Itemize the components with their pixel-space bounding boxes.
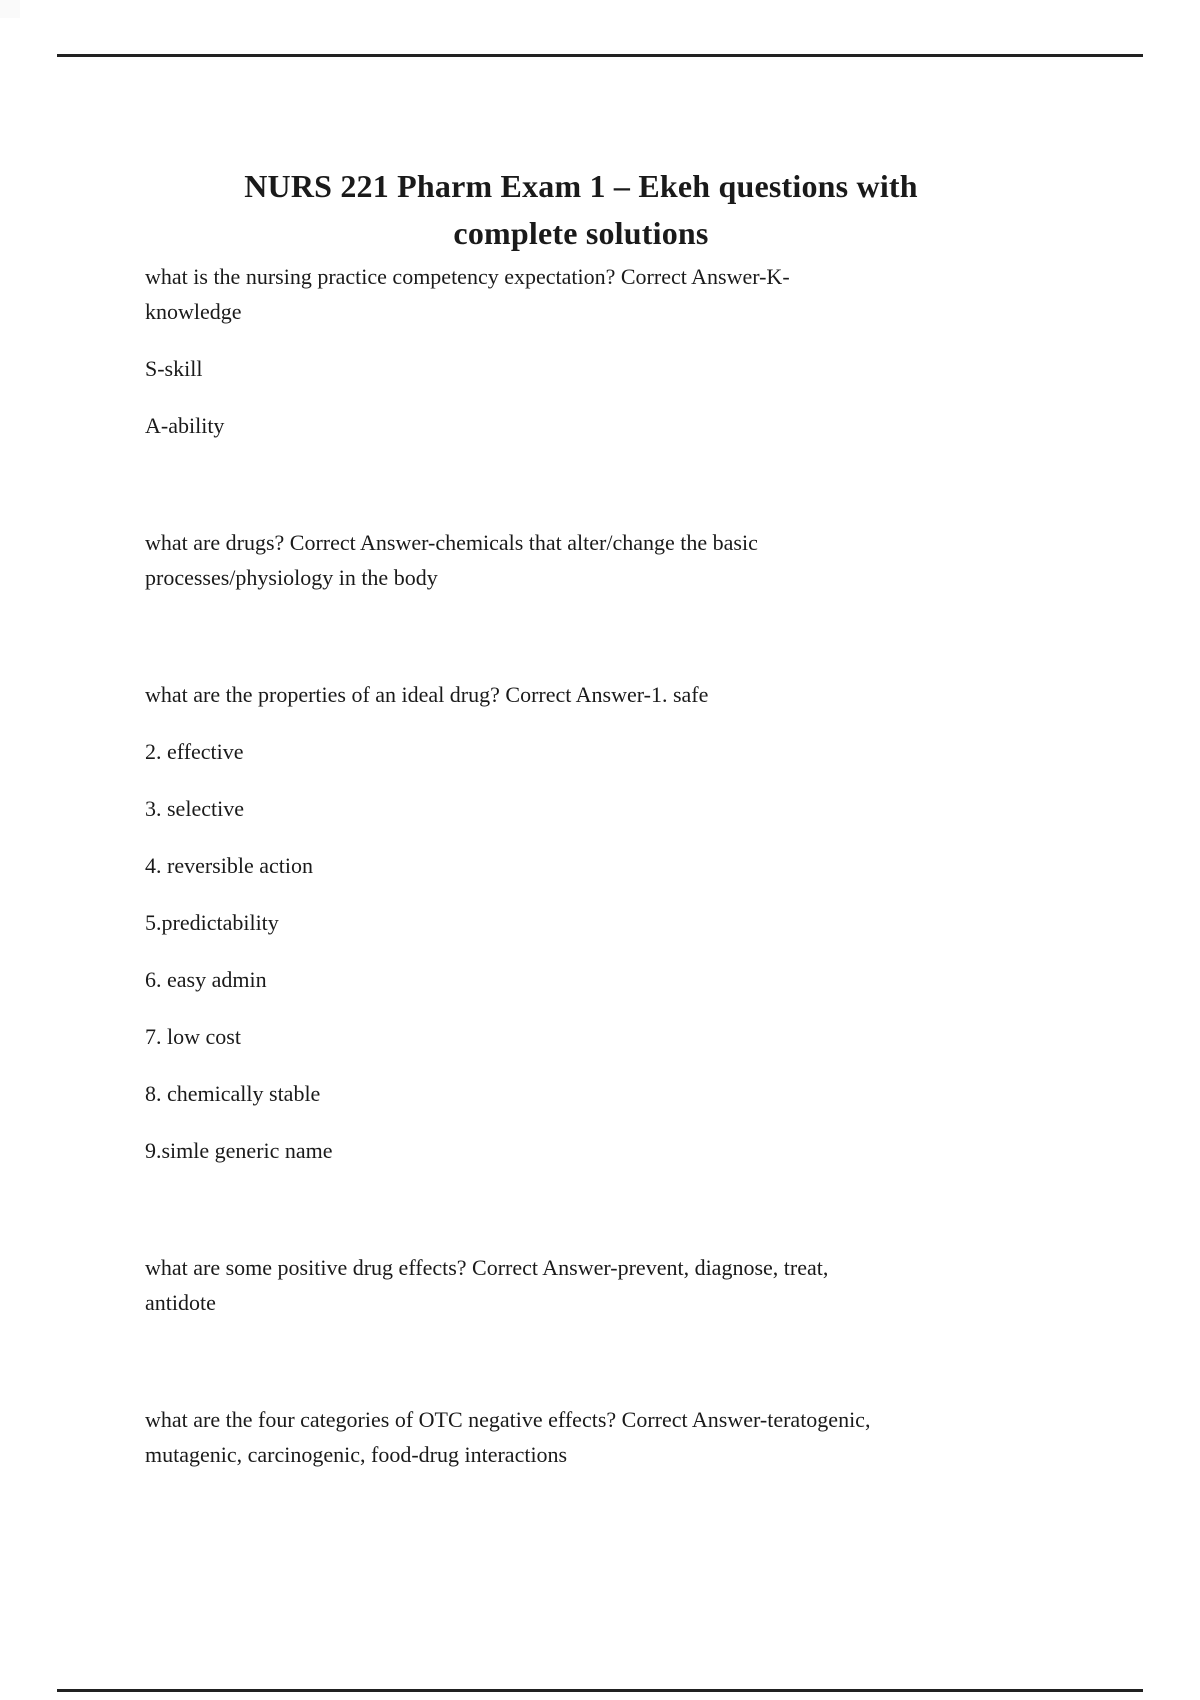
corner-artifact: [0, 0, 20, 18]
bottom-horizontal-rule: [57, 1689, 1143, 1692]
text-line: 6. easy admin: [145, 967, 267, 992]
paragraph-spacer: [145, 465, 1035, 513]
text-line: mutagenic, carcinogenic, food-drug interactions: [145, 1442, 568, 1467]
paragraph-spacer: [145, 1342, 1035, 1390]
text-line: 2. effective: [145, 739, 244, 764]
text-line: what are some positive drug effects? Correct Answer-prevent, diagnose, treat,: [145, 1255, 829, 1280]
text-line: what are the properties of an ideal drug? Correct Answer-1. safe: [145, 682, 709, 707]
top-horizontal-rule: [57, 54, 1143, 57]
text-line: S-skill: [145, 356, 203, 381]
text-line: A-ability: [145, 413, 225, 438]
title-line-1: NURS 221 Pharm Exam 1 – Ekeh questions with: [244, 168, 918, 205]
paragraph-spacer: [145, 1190, 1035, 1238]
text-line: 4. reversible action: [145, 853, 313, 878]
document-body: [145, 247, 1035, 1494]
paragraph-spacer: [145, 617, 1035, 665]
text-line: 3. selective: [145, 796, 244, 821]
text-line: knowledge: [145, 299, 242, 324]
text-line: what are the four categories of OTC negative effects? Correct Answer-teratogenic,: [145, 1407, 871, 1432]
text-line: processes/physiology in the body: [145, 565, 438, 590]
text-line: what is the nursing practice competency expectation? Correct Answer-K-: [145, 264, 790, 289]
text-line: 8. chemically stable: [145, 1081, 321, 1106]
page-title: [145, 163, 1017, 257]
text-line: 9.simle generic name: [145, 1138, 333, 1163]
text-line: 7. low cost: [145, 1024, 241, 1049]
text-line: 5.predictability: [145, 910, 279, 935]
title-line-2: complete solutions: [453, 215, 709, 252]
text-line: antidote: [145, 1290, 216, 1315]
text-line: what are drugs? Correct Answer-chemicals that alter/change the basic: [145, 530, 758, 555]
